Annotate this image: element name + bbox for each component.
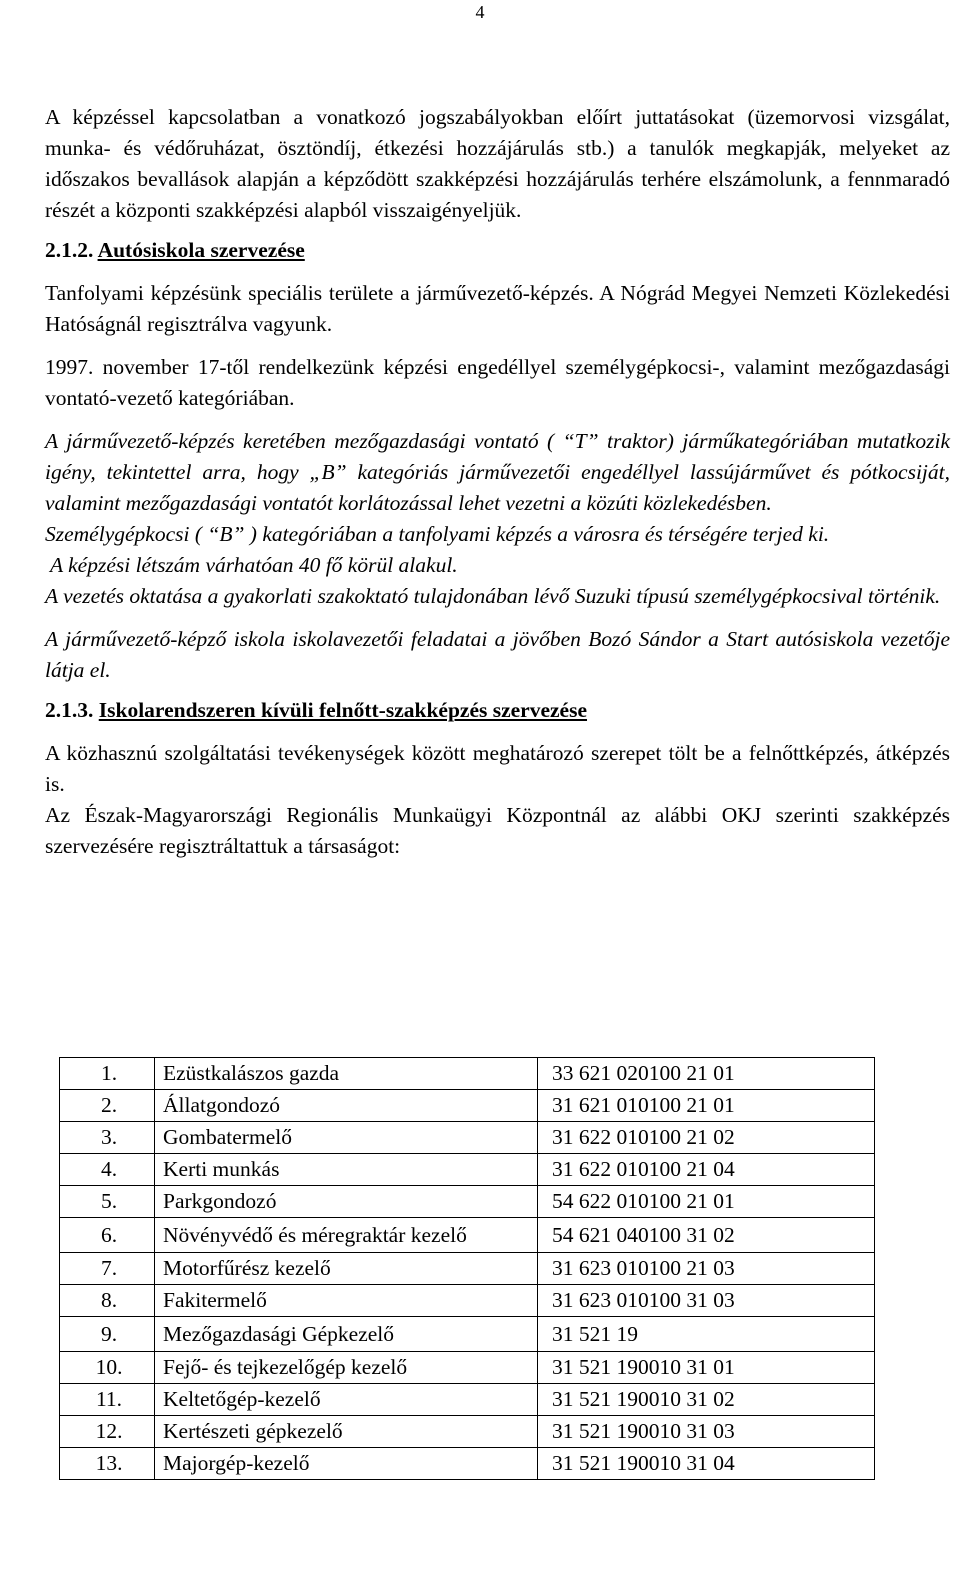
section-title: Autósiskola szervezése — [97, 238, 305, 262]
table-row — [60, 1218, 875, 1253]
table-row — [60, 1058, 875, 1090]
okj-code: 31 623 010100 21 03 — [538, 1253, 875, 1285]
section-number: 2.1.2. — [45, 238, 94, 262]
qualification-name: Keltetőgép-kezelő — [155, 1384, 538, 1416]
row-number: 12. — [60, 1416, 155, 1448]
row-number: 8. — [60, 1285, 155, 1317]
row-number: 5. — [60, 1186, 155, 1218]
qualification-name: Kertészeti gépkezelő — [155, 1416, 538, 1448]
row-number: 9. — [60, 1317, 155, 1352]
paragraph-vezetes-oktatasa: A vezetés oktatása a gyakorlati szakoktató tulajdonában lévő Suzuki típusú személygépkocsival történik. — [45, 584, 941, 608]
qualification-name: Parkgondozó — [155, 1186, 538, 1218]
okj-code: 33 621 020100 21 01 — [538, 1058, 875, 1090]
okj-code: 54 622 010100 21 01 — [538, 1186, 875, 1218]
paragraph-okj-regisztracio: Az Észak-Magyarországi Regionális Munkaügyi Központnál az alábbi OKJ szerinti szakképzés szervezésére regisztráltattuk a társaságot: — [45, 803, 950, 858]
table-row — [60, 1448, 875, 1480]
paragraph-traktor: A járművezető-képzés keretében mezőgazdasági vontató ( “T” traktor) járműkategóriában mutatkozik igény, tekintettel arra, hogy „B” kategóriás járművezetői engedéllyel lassújárművet és pótkocsiját, valamint mezőgazdasági vontatót korlátozással lehet vezetni a közúti közlekedésben. — [45, 429, 950, 515]
document-body — [45, 102, 950, 862]
okj-code: 31 622 010100 21 04 — [538, 1154, 875, 1186]
qualification-name: Gombatermelő — [155, 1122, 538, 1154]
paragraph-iskolavezeto: A járművezető-képző iskola iskolavezetői feladatai a jövőben Bozó Sándor a Start autósiskola vezetője látja el. — [45, 627, 950, 682]
table-row — [60, 1285, 875, 1317]
row-number: 3. — [60, 1122, 155, 1154]
okj-code: 31 521 190010 31 04 — [538, 1448, 875, 1480]
qualification-name: Növényvédő és méregraktár kezelő — [155, 1218, 538, 1253]
qualification-name: Motorfűrész kezelő — [155, 1253, 538, 1285]
qualification-name: Fejő- és tejkezelőgép kezelő — [155, 1352, 538, 1384]
qualification-name: Állatgondozó — [155, 1090, 538, 1122]
page-number: 4 — [475, 2, 485, 22]
qualification-name: Majorgép-kezelő — [155, 1448, 538, 1480]
qualification-name: Fakitermelő — [155, 1285, 538, 1317]
row-number: 13. — [60, 1448, 155, 1480]
table-row — [60, 1154, 875, 1186]
okj-table — [59, 1057, 875, 1480]
paragraph-juttatasok: A képzéssel kapcsolatban a vonatkozó jogszabályokban előírt juttatásokat (üzemorvosi vizsgálat, munka- és védőruházat, ösztöndíj, étkezési hozzájárulás stb.) a tanulók megkapják, melyeket az időszakos bevallások alapján a képződött szakképzési hozzájárulás terhére elszámolunk, a fennmaradó részét a központi szakképzési alapból visszaigényeljük. — [45, 105, 950, 222]
table-row — [60, 1384, 875, 1416]
table-row — [60, 1416, 875, 1448]
table-row — [60, 1317, 875, 1352]
paragraph-letszam: A képzési létszám várhatóan 40 fő körül alakul. — [50, 553, 458, 577]
row-number: 11. — [60, 1384, 155, 1416]
okj-code: 54 621 040100 31 02 — [538, 1218, 875, 1253]
paragraph-szemelygepkocsi: Személygépkocsi ( “B” ) kategóriában a tanfolyami képzés a városra és térségére terjed ki. — [45, 522, 830, 546]
row-number: 2. — [60, 1090, 155, 1122]
qualification-name: Kerti munkás — [155, 1154, 538, 1186]
section-heading-felnott-szakkepzes — [45, 695, 950, 726]
row-number: 4. — [60, 1154, 155, 1186]
okj-code: 31 521 190010 31 02 — [538, 1384, 875, 1416]
okj-code: 31 521 190010 31 03 — [538, 1416, 875, 1448]
row-number: 1. — [60, 1058, 155, 1090]
row-number: 6. — [60, 1218, 155, 1253]
paragraph-tanfolyami: Tanfolyami képzésünk speciális területe a járművezető-képzés. A Nógrád Megyei Nemzeti Közlekedési Hatóságnál regisztrálva vagyunk. — [45, 281, 950, 336]
table-row — [60, 1253, 875, 1285]
qualification-name: Mezőgazdasági Gépkezelő — [155, 1317, 538, 1352]
qualification-name: Ezüstkalászos gazda — [155, 1058, 538, 1090]
row-number: 7. — [60, 1253, 155, 1285]
table-row — [60, 1186, 875, 1218]
okj-code: 31 521 19 — [538, 1317, 875, 1352]
okj-table-body — [60, 1058, 875, 1480]
okj-code: 31 623 010100 31 03 — [538, 1285, 875, 1317]
okj-code: 31 622 010100 21 02 — [538, 1122, 875, 1154]
table-row — [60, 1352, 875, 1384]
section-number: 2.1.3. — [45, 698, 94, 722]
table-row — [60, 1090, 875, 1122]
row-number: 10. — [60, 1352, 155, 1384]
table-row — [60, 1122, 875, 1154]
section-heading-autosiskola — [45, 235, 950, 266]
paragraph-kozhasznu: A közhasznú szolgáltatási tevékenységek között meghatározó szerepet tölt be a felnőttképzés, átképzés is. — [45, 741, 950, 796]
okj-code: 31 621 010100 21 01 — [538, 1090, 875, 1122]
paragraph-1997: 1997. november 17-től rendelkezünk képzési engedéllyel személygépkocsi-, valamint mezőgazdasági vontató-vezető kategóriában. — [45, 355, 950, 410]
section-title: Iskolarendszeren kívüli felnőtt-szakképzés szervezése — [98, 698, 588, 722]
okj-code: 31 521 190010 31 01 — [538, 1352, 875, 1384]
